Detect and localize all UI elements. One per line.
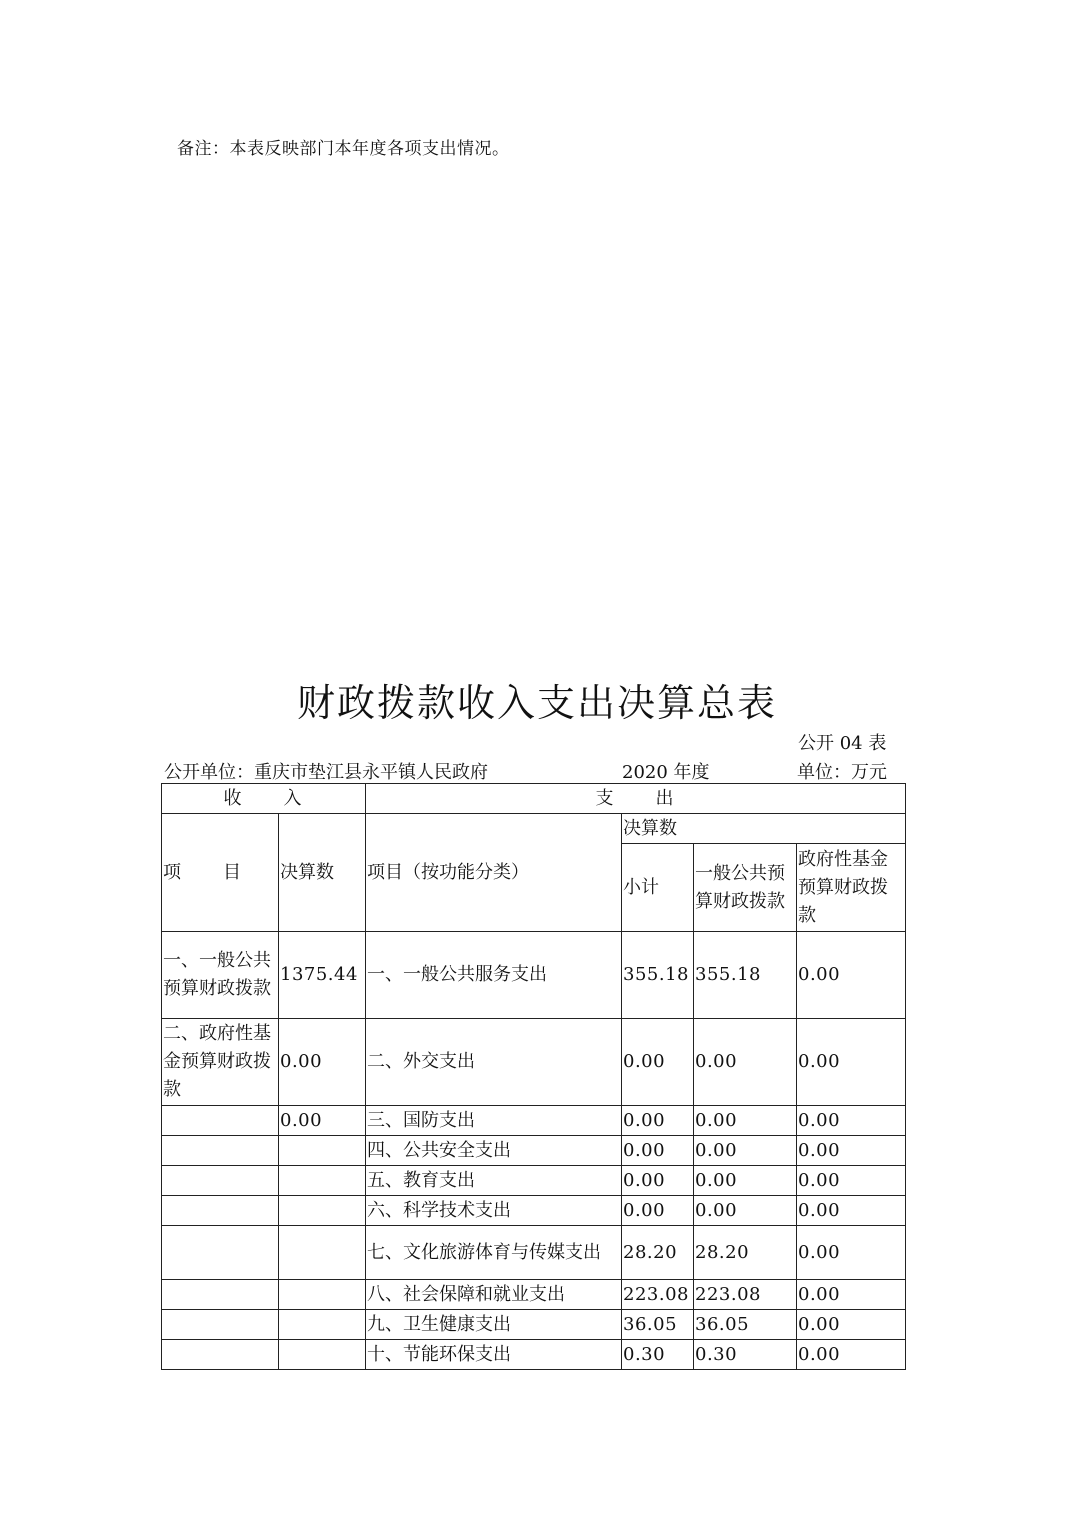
header-row-2 <box>162 814 906 844</box>
income-item-cell <box>162 1106 279 1136</box>
general-budget-cell: 0.00 <box>694 1106 797 1136</box>
income-item-cell <box>162 1166 279 1196</box>
general-budget-cell: 0.30 <box>694 1340 797 1370</box>
income-header: 收 入 <box>162 784 366 814</box>
general-budget-cell: 28.20 <box>694 1226 797 1280</box>
general-budget-cell: 36.05 <box>694 1310 797 1340</box>
subtotal-cell: 0.00 <box>622 1106 694 1136</box>
table-row <box>162 932 906 1019</box>
expense-item-cell: 七、文化旅游体育与传媒支出 <box>366 1226 622 1280</box>
expense-item-cell: 二、外交支出 <box>366 1019 622 1106</box>
gov-fund-cell: 0.00 <box>797 1226 906 1280</box>
subtotal-cell: 0.00 <box>622 1166 694 1196</box>
expense-item-cell: 一、一般公共服务支出 <box>366 932 622 1019</box>
subtotal-cell: 0.30 <box>622 1340 694 1370</box>
income-item-cell <box>162 1340 279 1370</box>
income-amount-cell <box>279 1136 366 1166</box>
income-item-cell <box>162 1280 279 1310</box>
final-amount-header: 决算数 <box>622 814 906 844</box>
general-budget-cell: 355.18 <box>694 932 797 1019</box>
page-title: 财政拨款收入支出决算总表 <box>296 681 777 725</box>
gov-fund-cell: 0.00 <box>797 1280 906 1310</box>
gov-fund-cell: 0.00 <box>797 1310 906 1340</box>
gov-fund-header: 政府性基金预算财政拨款 <box>797 844 906 932</box>
reporting-unit: 公开单位：重庆市垫江县永平镇人民政府 <box>164 762 488 783</box>
table-row <box>162 1019 906 1106</box>
expense-item-cell: 三、国防支出 <box>366 1106 622 1136</box>
expense-item-cell: 十、节能环保支出 <box>366 1340 622 1370</box>
table-row <box>162 1106 906 1136</box>
subtotal-cell: 0.00 <box>622 1136 694 1166</box>
gov-fund-cell: 0.00 <box>797 1019 906 1106</box>
general-budget-cell: 0.00 <box>694 1136 797 1166</box>
expense-item-cell: 四、公共安全支出 <box>366 1136 622 1166</box>
income-amount-cell: 0.00 <box>279 1019 366 1106</box>
expense-item-cell: 五、教育支出 <box>366 1166 622 1196</box>
income-amount-cell: 0.00 <box>279 1106 366 1136</box>
gov-fund-cell: 0.00 <box>797 1106 906 1136</box>
income-amount-cell <box>279 1166 366 1196</box>
gov-fund-cell: 0.00 <box>797 1136 906 1166</box>
subtotal-header: 小计 <box>622 844 694 932</box>
fiscal-year: 2020 年度 <box>622 762 710 783</box>
table-row <box>162 1196 906 1226</box>
expense-item-cell: 八、社会保障和就业支出 <box>366 1280 622 1310</box>
income-amount-cell <box>279 1196 366 1226</box>
table-row <box>162 1226 906 1280</box>
gov-fund-cell: 0.00 <box>797 1196 906 1226</box>
subtotal-cell: 0.00 <box>622 1019 694 1106</box>
income-item-header: 项 目 <box>162 814 279 932</box>
general-budget-header: 一般公共预算财政拨款 <box>694 844 797 932</box>
gov-fund-cell: 0.00 <box>797 1340 906 1370</box>
income-item-cell <box>162 1226 279 1280</box>
general-budget-cell: 223.08 <box>694 1280 797 1310</box>
function-item-header: 项目（按功能分类） <box>366 814 622 932</box>
income-amount-cell: 1375.44 <box>279 932 366 1019</box>
subtotal-cell: 0.00 <box>622 1196 694 1226</box>
expense-header: 支 出 <box>366 784 906 814</box>
table-row <box>162 1166 906 1196</box>
subtotal-cell: 28.20 <box>622 1226 694 1280</box>
general-budget-cell: 0.00 <box>694 1019 797 1106</box>
subtotal-cell: 355.18 <box>622 932 694 1019</box>
subtotal-cell: 223.08 <box>622 1280 694 1310</box>
income-amount-cell <box>279 1280 366 1310</box>
income-amount-cell <box>279 1310 366 1340</box>
expense-item-cell: 六、科学技术支出 <box>366 1196 622 1226</box>
subtotal-cell: 36.05 <box>622 1310 694 1340</box>
income-amount-cell <box>279 1226 366 1280</box>
income-item-cell <box>162 1310 279 1340</box>
income-item-cell: 一、一般公共预算财政拨款 <box>162 932 279 1019</box>
budget-summary-table <box>161 783 906 1370</box>
income-item-cell <box>162 1136 279 1166</box>
gov-fund-cell: 0.00 <box>797 932 906 1019</box>
table-row <box>162 1280 906 1310</box>
general-budget-cell: 0.00 <box>694 1196 797 1226</box>
income-amount-cell <box>279 1340 366 1370</box>
table-code: 公开 04 表 <box>798 733 887 754</box>
income-item-cell <box>162 1196 279 1226</box>
currency-unit: 单位：万元 <box>797 762 887 783</box>
income-amount-header: 决算数 <box>279 814 366 932</box>
note-text: 备注：本表反映部门本年度各项支出情况。 <box>177 139 510 159</box>
expense-item-cell: 九、卫生健康支出 <box>366 1310 622 1340</box>
table-row <box>162 1310 906 1340</box>
table-row <box>162 1136 906 1166</box>
header-row-1 <box>162 784 906 814</box>
income-item-cell: 二、政府性基金预算财政拨款 <box>162 1019 279 1106</box>
gov-fund-cell: 0.00 <box>797 1166 906 1196</box>
general-budget-cell: 0.00 <box>694 1166 797 1196</box>
table-row <box>162 1340 906 1370</box>
